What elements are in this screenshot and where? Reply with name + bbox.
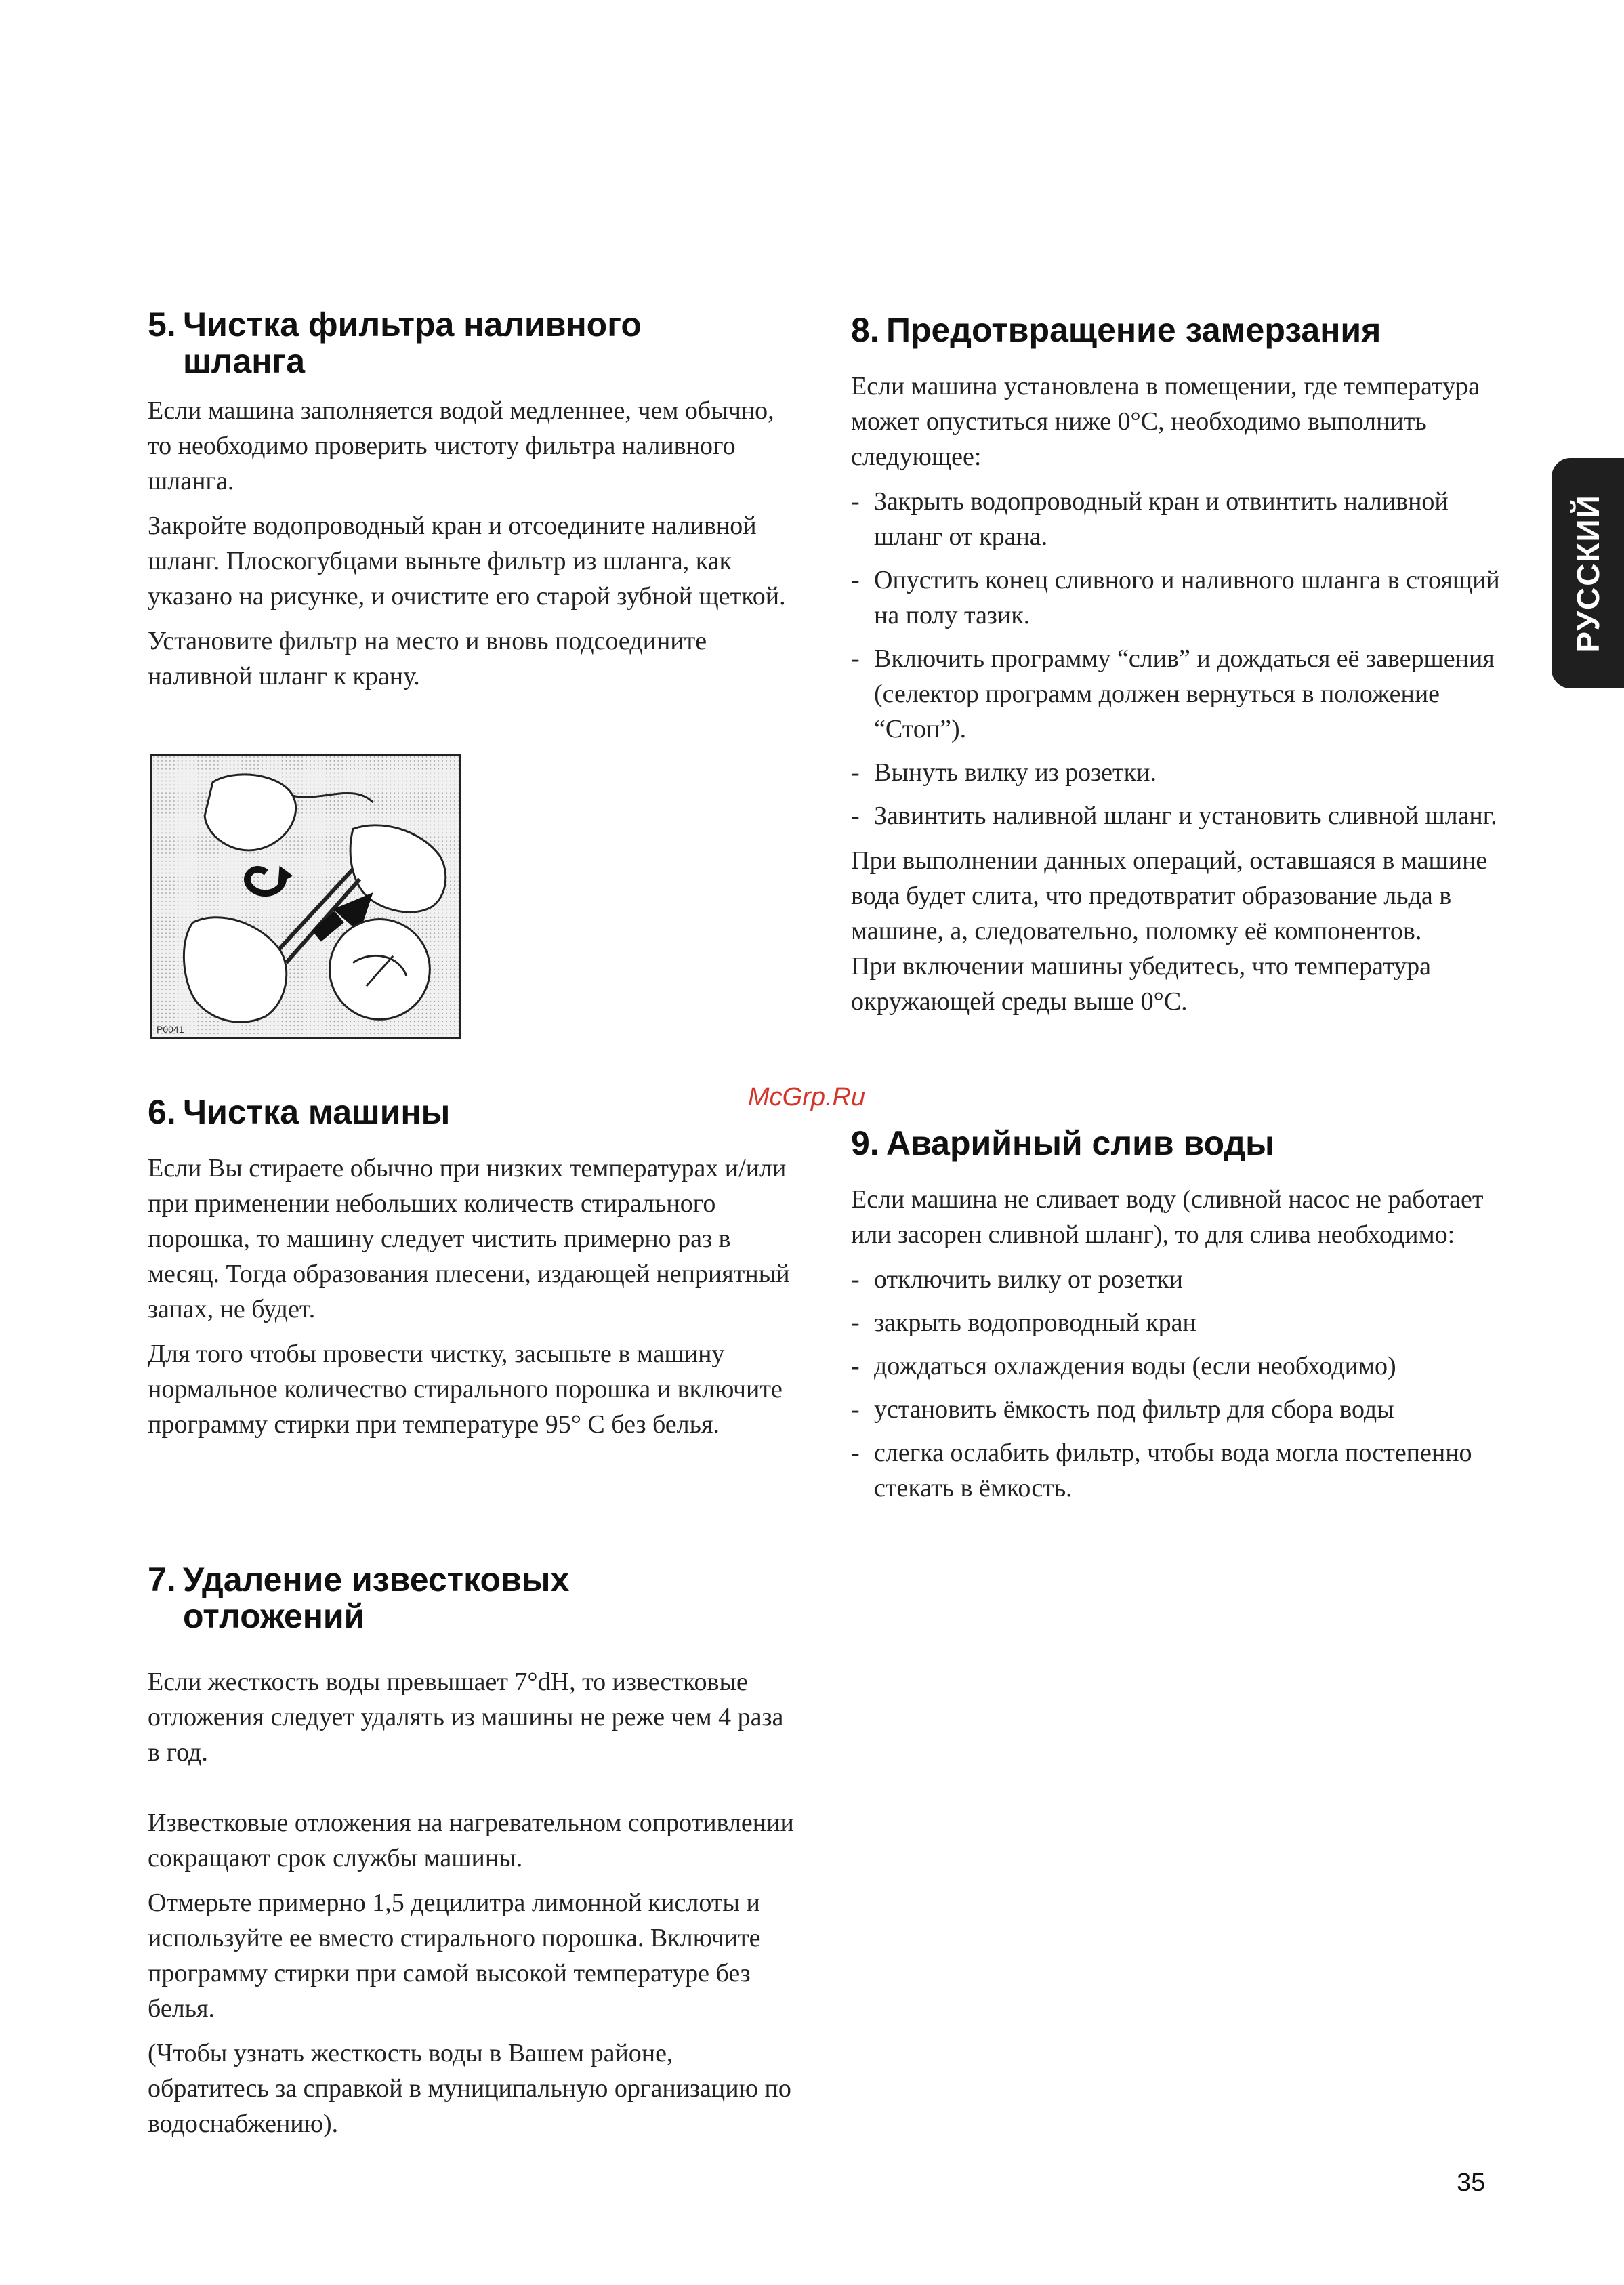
section-7-title: 7. Удаление известковых отложений [148, 1561, 570, 1635]
list-item: - закрыть водопроводный кран [851, 1305, 1501, 1340]
list-item: - Вынуть вилку из розетки. [851, 755, 1501, 790]
section-6-title: 6. Чистка машины [148, 1093, 451, 1131]
section-8-outro: При выполнении данных операций, оставшаяся в машине вода будет слита, что предотвратит образование льда в машине, а, следовательно, поломку её компонентов. [851, 846, 1488, 945]
page-number: 35 [1457, 2168, 1486, 2197]
section-8-outro: При включении машины убедитесь, что температура окружающей среды выше 0°С. [851, 952, 1431, 1016]
section-9-intro: Если машина не сливает воду (сливной насос не работает или засорен сливной шланг), то для слива необходимо: [851, 1185, 1484, 1249]
section-8-intro: Если машина установлена в помещении, где температура может опуститься ниже 0°С, необходимо выполнить следующее: [851, 372, 1480, 471]
section-7-paragraph: Если жесткость воды превышает 7°dH, то известковые отложения следует удалять из машины не реже чем 4 раза в год. [148, 1668, 784, 1767]
section-5-paragraph: Установите фильтр на место и вновь подсоедините наливной шланг к крану. [148, 627, 707, 691]
list-item: - дождаться охлаждения воды (если необходимо) [851, 1349, 1501, 1384]
list-item: - Завинтить наливной шланг и установить сливной шланг. [851, 798, 1501, 833]
section-6-paragraph: Если Вы стираете обычно при низких температурах и/или при применении небольших количеств стирального порошка, то машину следует чистить примерно раз в месяц. Тогда образования плесени, издающей неприятный запах, не будет. [148, 1154, 790, 1323]
list-item: - отключить вилку от розетки [851, 1262, 1501, 1297]
list-item: - Включить программу “слив” и дождаться её завершения (селектор программ должен вернуться в положение “Стоп”). [851, 641, 1501, 747]
section-9 [851, 1125, 1501, 1506]
section-7-paragraph: Известковые отложения на нагревательном сопротивлении сокращают срок службы машины. [148, 1809, 794, 1872]
section-8-title: 8. Предотвращение замерзания [851, 311, 1381, 349]
list-item: - установить ёмкость под фильтр для сбора воды [851, 1392, 1501, 1427]
section-5 [148, 306, 798, 694]
section-9-title: 9. Аварийный слив воды [851, 1124, 1274, 1162]
language-tab-label: РУССКИЙ [1570, 494, 1606, 653]
section-5-title: 5. Чистка фильтра наливного шланга [148, 306, 642, 380]
list-item: - слегка ослабить фильтр, чтобы вода могла постепенно стекать в ёмкость. [851, 1435, 1501, 1506]
language-tab [1552, 458, 1624, 688]
list-item: - Опустить конец сливного и наливного шланга в стоящий на полу тазик. [851, 562, 1501, 633]
watermark: McGrp.Ru [748, 1083, 866, 1111]
section-9-list [851, 1262, 1501, 1506]
section-7 [148, 1561, 798, 2141]
section-8 [851, 312, 1501, 1019]
section-5-paragraph: Если машина заполняется водой медленнее, чем обычно, то необходимо проверить чистоту фильтра наливного шланга. [148, 396, 774, 495]
section-5-paragraph: Закройте водопроводный кран и отсоедините наливной шланг. Плоскогубцами выньте фильтр из шланга, как указано на рисунке, и очистите его старой зубной щеткой. [148, 512, 786, 611]
figure-label: P0041 [157, 1024, 184, 1035]
illustration-drawing [152, 756, 459, 1037]
section-6 [148, 1094, 798, 1442]
section-8-list [851, 484, 1501, 833]
section-7-paragraph: Отмерьте примерно 1,5 децилитра лимонной кислоты и используйте ее вместо стирального порошка. Включите программу стирки при самой высокой температуре без белья. [148, 1889, 761, 2023]
filter-cleaning-illustration [150, 754, 461, 1039]
section-7-paragraph: (Чтобы узнать жесткость воды в Вашем районе, обратитесь за справкой в муниципальную организацию по водоснабжению). [148, 2039, 791, 2138]
section-6-paragraph: Для того чтобы провести чистку, засыпьте в машину нормальное количество стирального порошка и включите программу стирки при температуре 95° С без белья. [148, 1340, 783, 1439]
list-item: - Закрыть водопроводный кран и отвинтить наливной шланг от крана. [851, 484, 1501, 554]
